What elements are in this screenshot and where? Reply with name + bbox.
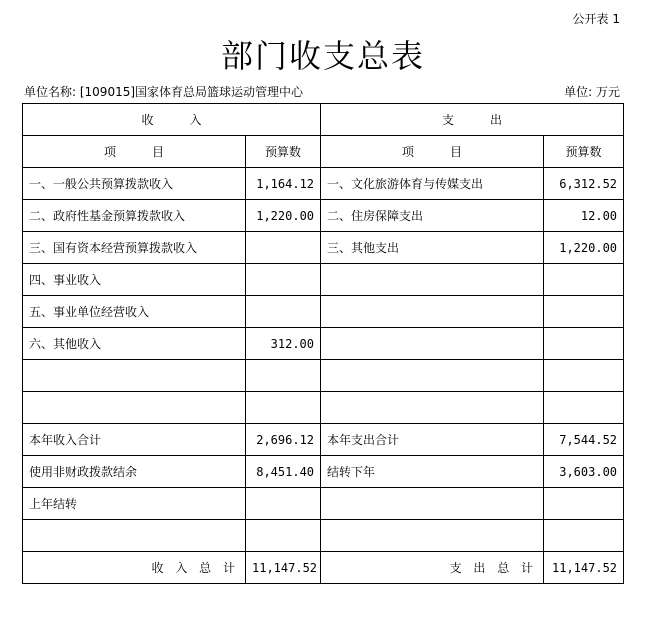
income-amount-cell — [246, 360, 321, 392]
income-total-amount: 11,147.52 — [246, 552, 321, 584]
form-number: 公开表 1 — [572, 12, 620, 26]
income-item-cell: 三、国有资本经营预算拨款收入 — [23, 232, 246, 264]
income-amount-cell: 8,451.40 — [246, 456, 321, 488]
expense-amount-cell — [544, 520, 624, 552]
table-row — [23, 168, 624, 200]
table-row — [23, 296, 624, 328]
income-amount-cell — [246, 488, 321, 520]
income-item-header: 项 目 — [23, 136, 246, 168]
table-row — [23, 424, 624, 456]
income-item-cell: 五、事业单位经营收入 — [23, 296, 246, 328]
unit-name-label: 单位名称: [109015]国家体育总局篮球运动管理中心 — [24, 85, 304, 99]
budget-summary-table — [22, 103, 624, 584]
expense-item-cell — [321, 520, 544, 552]
expense-amount-cell — [544, 488, 624, 520]
income-item-cell: 本年收入合计 — [23, 424, 246, 456]
expense-amount-header: 预算数 — [544, 136, 624, 168]
expense-total-amount: 11,147.52 — [544, 552, 624, 584]
table-row — [23, 360, 624, 392]
expense-item-cell — [321, 360, 544, 392]
expense-amount-cell — [544, 264, 624, 296]
expense-item-cell: 本年支出合计 — [321, 424, 544, 456]
income-amount-cell: 1,164.12 — [246, 168, 321, 200]
table-row — [23, 328, 624, 360]
expense-item-header: 项 目 — [321, 136, 544, 168]
income-item-cell: 六、其他收入 — [23, 328, 246, 360]
table-row — [23, 520, 624, 552]
section-header-row — [23, 104, 624, 136]
expense-amount-cell: 7,544.52 — [544, 424, 624, 456]
expense-item-cell — [321, 328, 544, 360]
table-row — [23, 456, 624, 488]
expense-amount-cell: 1,220.00 — [544, 232, 624, 264]
income-total-label: 收 入 总 计 — [23, 552, 246, 584]
income-item-cell: 一、一般公共预算拨款收入 — [23, 168, 246, 200]
income-amount-cell — [246, 296, 321, 328]
expense-item-cell: 一、文化旅游体育与传媒支出 — [321, 168, 544, 200]
income-amount-cell — [246, 520, 321, 552]
income-item-cell: 使用非财政拨款结余 — [23, 456, 246, 488]
expense-amount-cell: 3,603.00 — [544, 456, 624, 488]
expense-amount-cell — [544, 296, 624, 328]
expense-amount-cell: 12.00 — [544, 200, 624, 232]
table-row — [23, 200, 624, 232]
income-amount-cell — [246, 232, 321, 264]
income-amount-header: 预算数 — [246, 136, 321, 168]
table-row — [23, 264, 624, 296]
expense-section-header: 支 出 — [321, 104, 624, 136]
expense-amount-cell: 6,312.52 — [544, 168, 624, 200]
income-item-cell — [23, 360, 246, 392]
expense-item-cell — [321, 392, 544, 424]
expense-amount-cell — [544, 392, 624, 424]
expense-total-label: 支 出 总 计 — [321, 552, 544, 584]
table-row — [23, 232, 624, 264]
column-header-row — [23, 136, 624, 168]
income-amount-cell — [246, 264, 321, 296]
page-title: 部门收支总表 — [220, 37, 425, 75]
income-item-cell — [23, 392, 246, 424]
income-item-cell: 四、事业收入 — [23, 264, 246, 296]
expense-item-cell — [321, 264, 544, 296]
income-amount-cell — [246, 392, 321, 424]
income-section-header: 收 入 — [23, 104, 321, 136]
expense-item-cell — [321, 296, 544, 328]
income-amount-cell: 312.00 — [246, 328, 321, 360]
expense-item-cell: 二、住房保障支出 — [321, 200, 544, 232]
expense-item-cell: 三、其他支出 — [321, 232, 544, 264]
income-amount-cell: 1,220.00 — [246, 200, 321, 232]
income-amount-cell: 2,696.12 — [246, 424, 321, 456]
expense-item-cell — [321, 488, 544, 520]
income-item-cell: 上年结转 — [23, 488, 246, 520]
income-item-cell — [23, 520, 246, 552]
expense-amount-cell — [544, 360, 624, 392]
expense-item-cell: 结转下年 — [321, 456, 544, 488]
expense-amount-cell — [544, 328, 624, 360]
income-item-cell: 二、政府性基金预算拨款收入 — [23, 200, 246, 232]
table-row — [23, 392, 624, 424]
grand-total-row — [23, 552, 624, 584]
table-row — [23, 488, 624, 520]
currency-unit-label: 单位: 万元 — [564, 85, 620, 99]
